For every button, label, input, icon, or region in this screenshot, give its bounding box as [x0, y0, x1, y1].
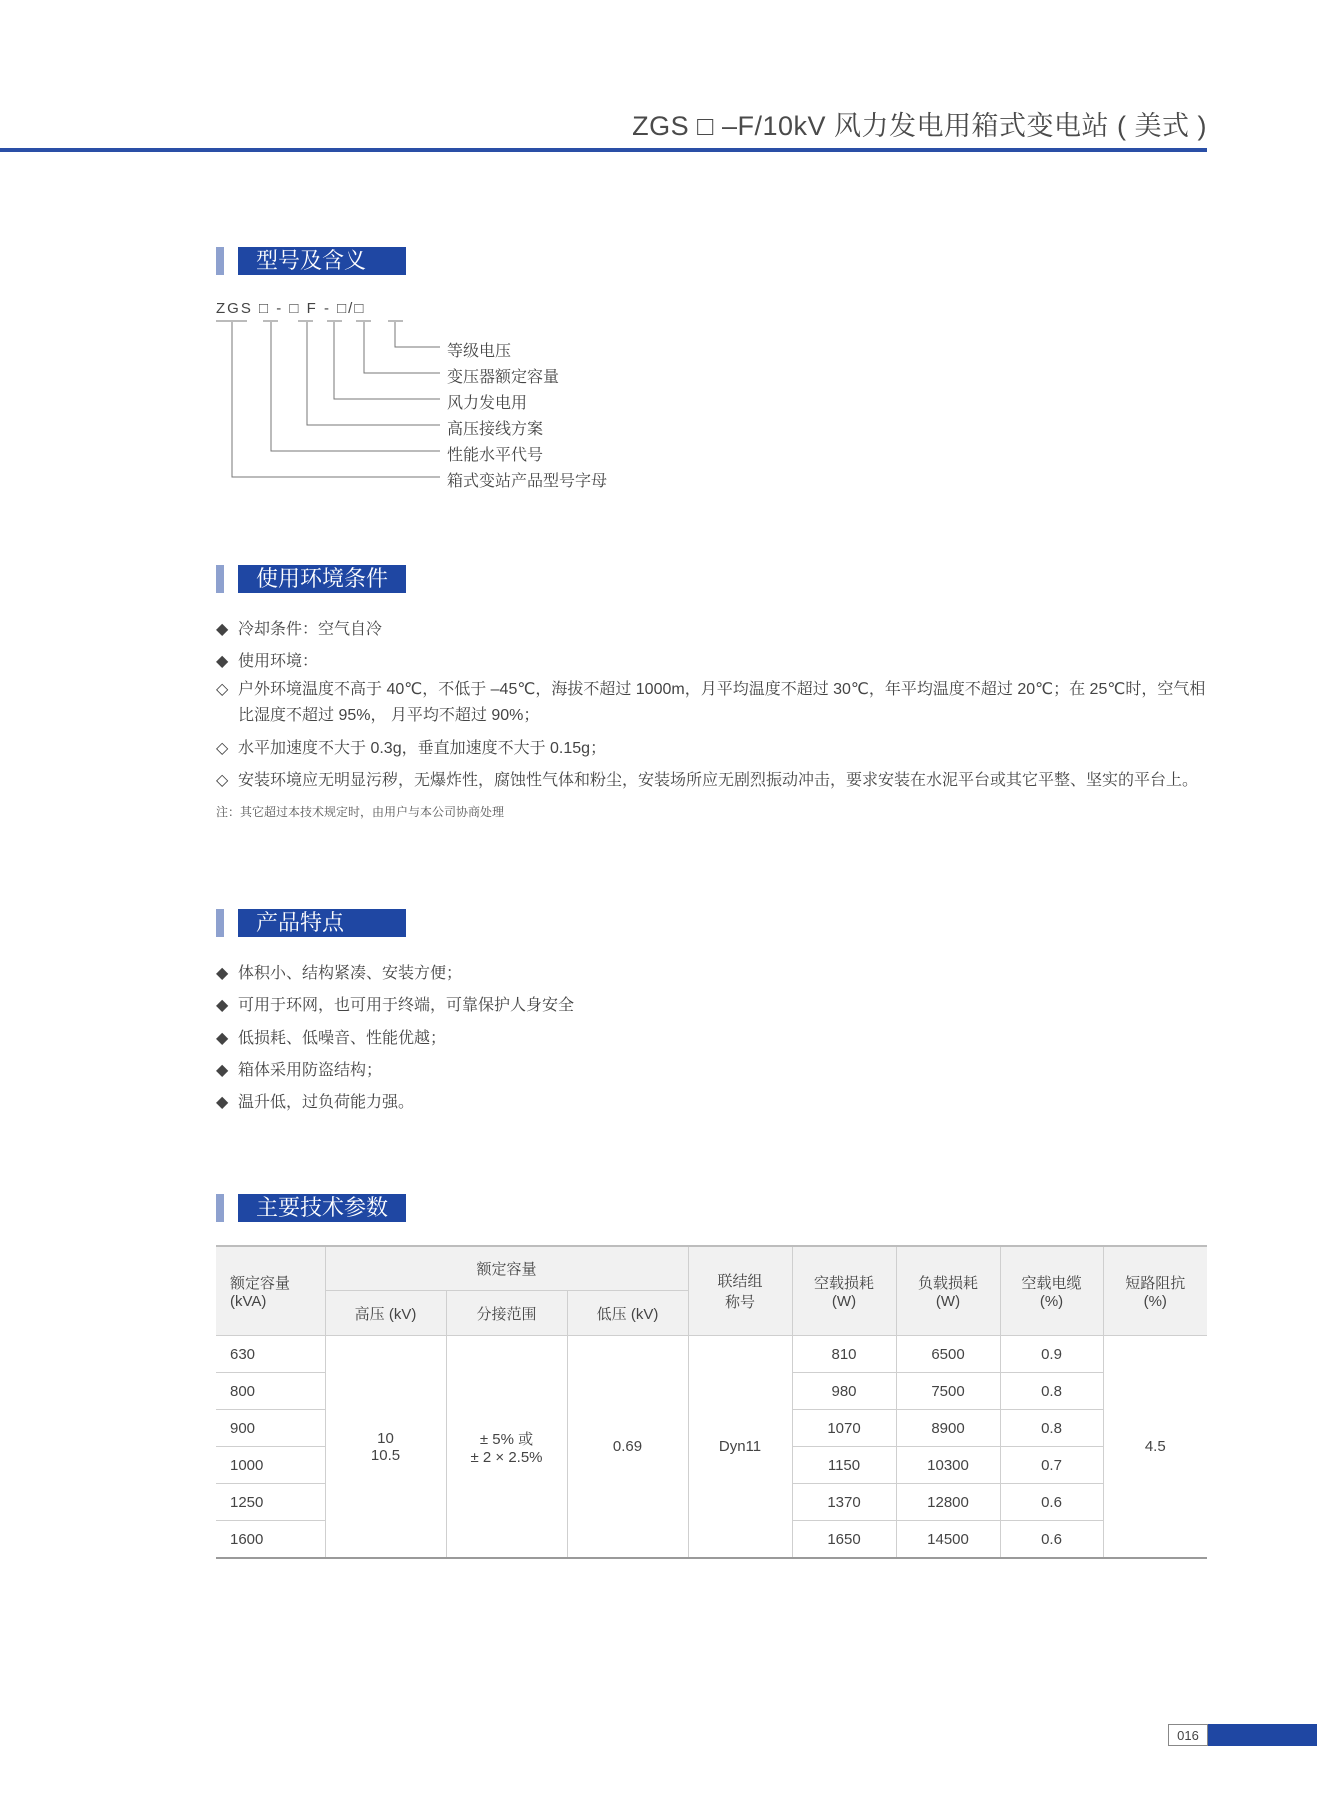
cell-capacity: 1000	[216, 1447, 325, 1484]
diamond-icon: ◆	[216, 1030, 229, 1047]
list-item	[216, 616, 382, 639]
cell-load: 8900	[896, 1410, 1000, 1447]
page-number: 016	[1168, 1724, 1208, 1746]
legend-item: 风力发电用	[447, 395, 528, 412]
cell-text: 10.5	[370, 1446, 401, 1464]
list-item-text: 低损耗、低噪音、性能优越；	[238, 1030, 447, 1047]
list-item-text: 使用环境：	[238, 653, 319, 670]
cell-noload: 1650	[792, 1521, 896, 1559]
page-number-bar	[1208, 1724, 1317, 1746]
sub-list-item	[216, 677, 1216, 729]
hollow-diamond-icon: ◇	[216, 681, 229, 698]
legend-item: 高压接线方案	[447, 421, 544, 438]
header-text: 空载损耗	[813, 1275, 874, 1292]
hollow-diamond-icon: ◇	[216, 740, 229, 757]
list-item	[216, 1025, 446, 1048]
sub-list-item	[216, 768, 1226, 794]
cell-noload: 810	[792, 1336, 896, 1373]
cell-current: 0.6	[1000, 1521, 1103, 1559]
cell-capacity: 800	[216, 1373, 325, 1410]
header-current	[1000, 1246, 1103, 1336]
list-item	[216, 1089, 414, 1112]
sub-list-item-text: 安装环境应无明显污秽，无爆炸性，腐蚀性气体和粉尘，安装场所应无剧烈振动冲击，要求安装在水泥平台或其它平整、坚实的平台上。	[238, 772, 1199, 789]
cell-capacity: 630	[216, 1336, 325, 1373]
cell-text: ± 5% 或	[479, 1430, 534, 1448]
sub-list-item-text: 水平加速度不大于 0.3g，垂直加速度不大于 0.15g；	[238, 740, 607, 757]
list-item	[216, 1057, 382, 1080]
table-row	[216, 1336, 1207, 1373]
cell-current: 0.9	[1000, 1336, 1103, 1373]
header-text: (%)	[1039, 1293, 1064, 1310]
cell-load: 12800	[896, 1484, 1000, 1521]
model-code: ZGS □ - □ F - □/□	[216, 300, 366, 317]
header-text: 空载电缆	[1021, 1275, 1082, 1292]
cell-current: 0.8	[1000, 1373, 1103, 1410]
legend-item: 性能水平代号	[447, 447, 544, 464]
hollow-diamond-icon: ◇	[216, 772, 229, 789]
cell-impedance: 4.5	[1103, 1336, 1207, 1559]
list-item	[216, 992, 574, 1015]
cell-load: 7500	[896, 1373, 1000, 1410]
cell-current: 0.7	[1000, 1447, 1103, 1484]
cell-noload: 980	[792, 1373, 896, 1410]
header-text: (kVA)	[230, 1293, 267, 1310]
list-item-text: 体积小、结构紧凑、安装方便；	[238, 965, 463, 982]
header-group	[688, 1246, 792, 1336]
legend-item: 箱式变站产品型号字母	[447, 473, 608, 490]
diamond-icon: ◆	[216, 621, 229, 638]
header-noload	[792, 1246, 896, 1336]
cell-capacity: 900	[216, 1410, 325, 1447]
note: 注：其它超过本技术规定时，由用户与本公司协商处理	[216, 805, 505, 819]
header-load	[896, 1246, 1000, 1336]
cell-noload: 1150	[792, 1447, 896, 1484]
header-text: 短路阻抗	[1125, 1275, 1186, 1292]
cell-text: 10	[377, 1429, 394, 1447]
page-title: ZGS □ –F/10kV 风力发电用箱式变电站 ( 美式 )	[632, 111, 1207, 141]
section-title: 使用环境条件	[238, 565, 406, 593]
section-title: 主要技术参数	[238, 1194, 406, 1222]
list-item	[216, 960, 462, 983]
cell-load: 6500	[896, 1336, 1000, 1373]
header-text: 联结组	[717, 1273, 763, 1290]
legend-item: 等级电压	[447, 343, 512, 360]
diamond-icon: ◆	[216, 1062, 229, 1079]
section-tick	[216, 1194, 224, 1222]
header-text: (W)	[935, 1293, 961, 1310]
list-item-text: 可用于环网，也可用于终端，可靠保护人身安全	[238, 997, 575, 1014]
cell-load: 14500	[896, 1521, 1000, 1559]
list-item-text: 箱体采用防盗结构；	[238, 1062, 383, 1079]
section-tick	[216, 565, 224, 593]
cell-hv	[325, 1336, 446, 1559]
list-item-text: 温升低，过负荷能力强。	[238, 1094, 415, 1111]
header-rated-group: 额定容量	[325, 1246, 688, 1291]
list-item	[216, 648, 318, 671]
header-tap: 分接范围	[446, 1291, 567, 1336]
header-hv: 高压 (kV)	[325, 1291, 446, 1336]
cell-current: 0.8	[1000, 1410, 1103, 1447]
cell-lv: 0.69	[567, 1336, 688, 1559]
header-text: 额定容量	[230, 1275, 291, 1292]
cell-capacity: 1600	[216, 1521, 325, 1559]
header-capacity	[216, 1246, 325, 1336]
sub-list-item-text: 户外环境温度不高于 40℃，不低于 –45℃，海拔不超过 1000m，月平均温度不超过 30℃，年平均温度不超过 20℃；在 25℃时，空气相比湿度不超过 95%， 月平均不超过 90%；	[238, 681, 1206, 724]
diamond-icon: ◆	[216, 653, 229, 670]
diamond-icon: ◆	[216, 965, 229, 982]
spec-table	[216, 1245, 1207, 1559]
cell-group: Dyn11	[688, 1336, 792, 1559]
cell-noload: 1070	[792, 1410, 896, 1447]
section-tick	[216, 909, 224, 937]
diamond-icon: ◆	[216, 1094, 229, 1111]
cell-load: 10300	[896, 1447, 1000, 1484]
cell-current: 0.6	[1000, 1484, 1103, 1521]
diamond-icon: ◆	[216, 997, 229, 1014]
cell-capacity: 1250	[216, 1484, 325, 1521]
cell-noload: 1370	[792, 1484, 896, 1521]
section-title: 产品特点	[238, 909, 406, 937]
section-title: 型号及含义	[238, 247, 406, 275]
header-text: (%)	[1143, 1293, 1167, 1310]
sub-list-item	[216, 736, 1216, 762]
header-text: (W)	[831, 1293, 857, 1310]
header-text: 称号	[724, 1294, 755, 1311]
cell-tap	[446, 1336, 567, 1559]
header-text: 负载损耗	[917, 1275, 978, 1292]
header-impedance	[1103, 1246, 1207, 1336]
header-lv: 低压 (kV)	[567, 1291, 688, 1336]
legend-item: 变压器额定容量	[447, 369, 560, 386]
model-code-diagram	[0, 0, 1317, 500]
list-item-text: 冷却条件：空气自冷	[238, 621, 383, 638]
cell-text: ± 2 × 2.5%	[470, 1448, 543, 1466]
